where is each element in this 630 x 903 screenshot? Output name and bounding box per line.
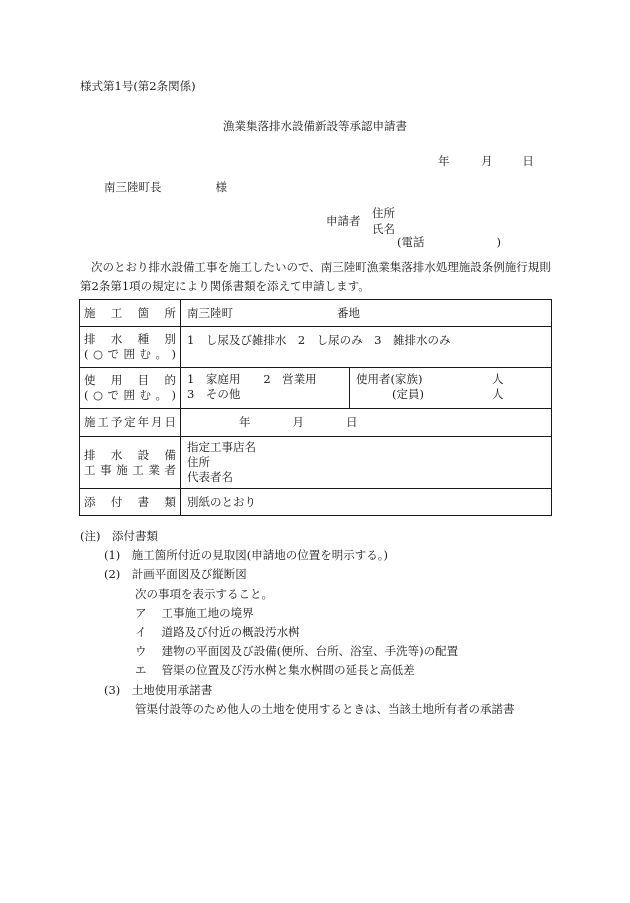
purpose-option-2: 3 その他 [187, 387, 241, 401]
location-town: 南三陸町 [187, 305, 233, 320]
note-item-2-e: エ 管渠の位置及び汚水桝と集水桝間の延長と高低差 [135, 663, 415, 678]
attachments-cell [181, 489, 552, 516]
scheduled-date-cell [181, 409, 552, 437]
users-block [350, 368, 551, 408]
attachments-value: 別紙のとおり [187, 494, 256, 509]
location-banchi: 番地 [337, 305, 360, 320]
document-title: 漁業集落排水設備新設等承認申請書 [223, 119, 407, 133]
head-scheduled-date-text: 施 工 予 定 年 月 日 [84, 415, 176, 429]
scheduled-month: 月 [292, 415, 304, 429]
drain-type-options [181, 327, 552, 368]
users-family-line [356, 372, 545, 387]
head-drain-type [80, 327, 181, 368]
contractor-cell [181, 437, 552, 489]
head-attachments [80, 489, 181, 516]
addressee-honorific: 様 [215, 180, 227, 194]
scheduled-day: 日 [346, 415, 358, 429]
scheduled-year: 年 [239, 415, 251, 429]
users-capacity-unit: 人 [492, 387, 504, 401]
form-number: 様式第1号(第2条関係) [80, 79, 196, 93]
row-location [80, 300, 552, 327]
purpose-options [181, 368, 350, 408]
head-purpose [80, 368, 181, 409]
date-month: 月 [481, 154, 493, 168]
users-capacity-label: (定員) [392, 387, 424, 401]
application-statement: 次のとおり排水設備工事を施工したいので、南三陸町漁業集落排水処理施設条例施行規則第2条第1項の規定により関係書類を添えて申請します。 [80, 260, 551, 293]
notes-section [80, 527, 515, 719]
head-purpose-sub: ( ○ で 囲 む 。 ) [84, 388, 176, 402]
note-item-1: (1) 施工箇所付近の見取図(申請地の位置を明示する。) [104, 548, 389, 563]
users-capacity-line [356, 387, 545, 402]
notes-heading: (注) 添付書類 [80, 529, 158, 543]
purpose-split [181, 368, 551, 408]
row-drain-type [80, 327, 552, 368]
location-cell [181, 300, 552, 327]
note-item-3-sub: 管渠付設等のため他人の土地を使用するときは、当該土地所有者の承諾書 [135, 701, 515, 716]
users-family-unit: 人 [492, 372, 504, 386]
date-year: 年 [438, 154, 450, 168]
contractor-address-label: 住所 [187, 455, 210, 469]
head-contractor-line1: 排 水 設 備 [84, 447, 176, 462]
note-item-3: (3) 土地使用承諾書 [104, 682, 213, 697]
applicant-name-label: 氏名 [372, 222, 395, 236]
head-drain-type-text: 排 水 種 別 [84, 332, 176, 346]
row-attachments [80, 489, 552, 516]
note-item-2-u: ウ 建物の平面図及び設備(便所、台所、浴室、手洗等)の配置 [135, 644, 459, 659]
row-purpose [80, 368, 552, 409]
head-contractor [80, 437, 181, 489]
head-attachments-text: 添 付 書 類 [84, 494, 176, 509]
row-scheduled-date [80, 409, 552, 437]
users-family-label: 使用者(家族) [356, 372, 423, 386]
head-location-text: 施 工 箇 所 [84, 305, 176, 320]
addressee [104, 181, 227, 195]
note-item-2-sub: 次の事項を表示すること。 [135, 586, 273, 601]
head-contractor-line2: 工 事 施 工 業 者 [84, 462, 176, 477]
purpose-cell [181, 368, 552, 409]
contractor-shop-label: 指定工事店名 [187, 440, 256, 454]
contractor-representative-label: 代表者名 [187, 470, 233, 484]
head-location [80, 300, 181, 327]
note-item-2-i: イ 道路及び付近の概設汚水桝 [135, 625, 300, 640]
addressee-name: 南三陸町長 [104, 180, 162, 194]
row-contractor [80, 437, 552, 489]
date-line [438, 155, 534, 169]
note-item-2-a: ア 工事施工地の境界 [135, 605, 254, 620]
purpose-option-1: 1 家庭用 2 営業用 [187, 372, 317, 386]
date-day: 日 [522, 154, 534, 168]
applicant-address-label: 住所 [372, 206, 395, 220]
application-table [79, 299, 552, 516]
head-drain-type-sub: ( ○ で 囲 む 。 ) [84, 347, 176, 361]
drain-type-value: 1 し尿及び雑排水 2 し尿のみ 3 雑排水のみ [187, 333, 451, 347]
note-item-2: (2) 計画平面図及び縦断図 [104, 567, 247, 582]
tel-close: ) [496, 235, 501, 249]
applicant-fields [372, 205, 395, 237]
tel-open: (電話 [397, 235, 425, 249]
head-purpose-text: 使 用 目 的 [84, 373, 176, 387]
head-scheduled-date [80, 409, 181, 437]
applicant-label: 申請者 [326, 214, 361, 228]
applicant-tel [397, 236, 501, 250]
